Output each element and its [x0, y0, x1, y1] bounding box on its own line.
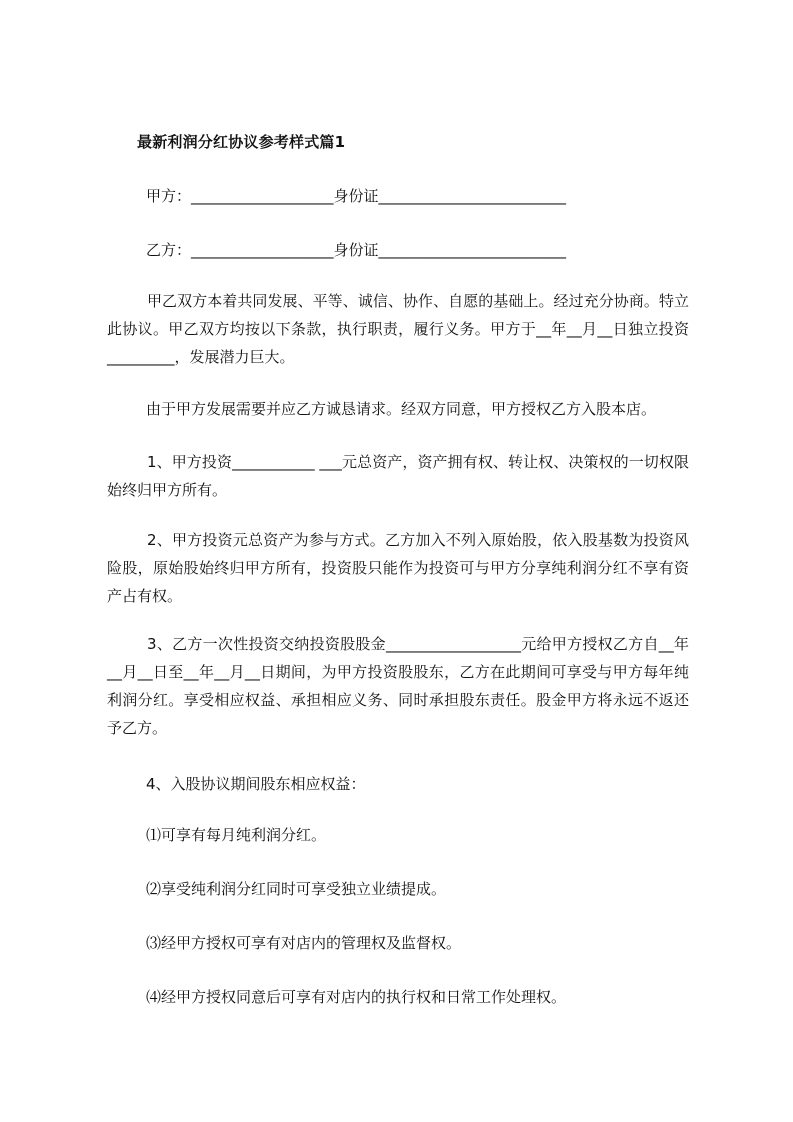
rights-item-2: ⑵享受纯利润分红同时可享受独立业绩提成。 — [146, 880, 447, 898]
party-b-line: 乙方：___________________身份证_________________________ — [146, 241, 567, 259]
clause-1-paragraph: 1、甲方投资___________ ___元总资产，资产拥有权、转让权、决策权的一切权限始终归甲方所有。 — [107, 453, 689, 499]
rights-item-4: ⑷经甲方授权同意后可享有对店内的执行权和日常工作处理权。 — [146, 988, 567, 1006]
party-a-line: 甲方：___________________身份证_________________________ — [146, 187, 567, 205]
intro-paragraph: 甲乙双方本着共同发展、平等、诚信、协作、自愿的基础上。经过充分协商。特立此协议。甲乙双方均按以下条款，执行职责，履行义务。甲方于__年__月__日独立投资_________，发展潜力巨大。 — [107, 292, 689, 366]
rights-item-1: ⑴可享有每月纯利润分红。 — [146, 826, 327, 844]
document-title: 最新利润分红协议参考样式篇1 — [137, 133, 346, 151]
clause-4-heading: 4、入股协议期间股东相应权益： — [146, 775, 366, 793]
clause-2-paragraph: 2、甲方投资元总资产为参与方式。乙方加入不列入原始股，依入股基数为投资风险股，原始股始终归甲方所有，投资股只能作为投资可与甲方分享纯利润分红不享有资产占有权。 — [107, 531, 689, 605]
reason-paragraph: 由于甲方发展需要并应乙方诚恳请求。经双方同意，甲方授权乙方入股本店。 — [146, 400, 657, 418]
clause-3-paragraph: 3、乙方一次性投资交纳投资股股金__________________元给甲方授权乙方自__年__月__日至__年__月__日期间，为甲方投资股股东，乙方在此期间可享受与甲方每年纯利润分红。享受相应权益、承担相应义务、同时承担股东责任。股金甲方将永远不返还予乙方。 — [107, 635, 689, 737]
rights-item-3: ⑶经甲方授权可享有对店内的管理权及监督权。 — [146, 934, 462, 952]
